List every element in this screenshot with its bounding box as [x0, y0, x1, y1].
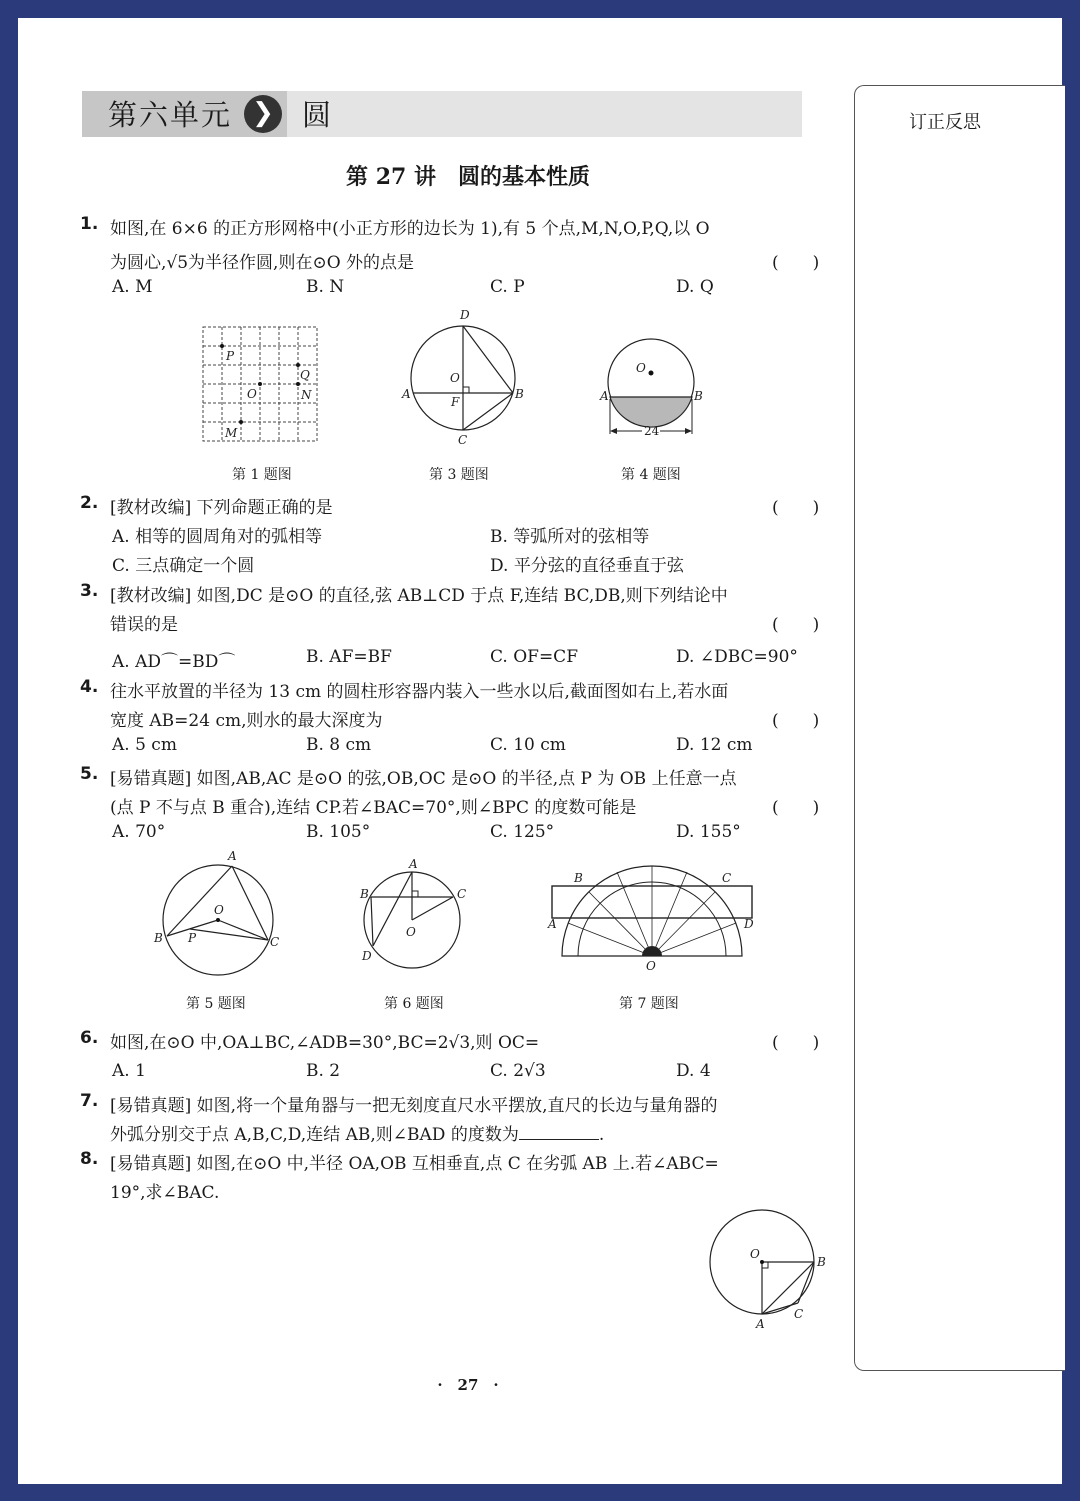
- label-a: A: [409, 857, 418, 871]
- option: C. 10 cm: [490, 735, 566, 755]
- option: D. Q: [676, 277, 714, 297]
- option: A. M: [112, 277, 153, 297]
- label-o: O: [450, 371, 460, 385]
- figure-3-circle: [398, 306, 528, 446]
- option: B. 2: [306, 1061, 341, 1081]
- question-text: 19°,求∠BAC.: [110, 1183, 220, 1203]
- question-text: [教材改编] 下列命题正确的是: [110, 498, 333, 518]
- answer-parentheses: ( ): [772, 253, 820, 273]
- question-text: [易错真题] 如图,在⊙O 中,半径 OA,OB 互相垂直,点 C 在劣弧 AB 上.若∠ABC=: [110, 1154, 719, 1174]
- figure-caption: 第 6 题图: [384, 996, 444, 1012]
- answer-blank[interactable]: [519, 1125, 599, 1140]
- label-a: A: [756, 1317, 765, 1331]
- label-c: C: [270, 935, 280, 949]
- point-p: [220, 344, 224, 348]
- label-o: O: [636, 361, 646, 375]
- option: C. OF=CF: [490, 647, 578, 667]
- point-n: [296, 382, 300, 386]
- label-a: A: [600, 389, 609, 403]
- label-c: C: [722, 871, 732, 885]
- figure-caption: 第 5 题图: [186, 996, 246, 1012]
- figure-caption: 第 7 题图: [619, 996, 679, 1012]
- question-number: 5.: [80, 764, 99, 784]
- point-q: [296, 363, 300, 367]
- label-c: C: [794, 1307, 804, 1321]
- question-number: 4.: [80, 677, 99, 697]
- label-b: B: [154, 931, 163, 945]
- label-b: B: [360, 887, 369, 901]
- label-a: A: [402, 387, 411, 401]
- option: A. 70°: [112, 822, 166, 842]
- figure-8-circle: [704, 1206, 834, 1331]
- question-text-part: 外弧分别交于点 A,B,C,D,连结 AB,则∠BAD 的度数为: [110, 1125, 519, 1145]
- option: D. 平分弦的直径垂直于弦: [490, 556, 684, 576]
- question-number: 8.: [80, 1149, 99, 1169]
- option: B. N: [306, 277, 345, 297]
- figure-4-water-circle: [596, 336, 726, 446]
- label-o: O: [646, 959, 656, 973]
- unit-title: 第六单元: [108, 98, 233, 132]
- label-a: A: [548, 917, 557, 931]
- option: A. 5 cm: [112, 735, 177, 755]
- label-width: 24: [644, 424, 660, 438]
- option: D. ∠DBC=90°: [676, 647, 798, 667]
- answer-parentheses: ( ): [772, 1033, 820, 1053]
- option: C. 125°: [490, 822, 555, 842]
- question-text: 往水平放置的半径为 13 cm 的圆柱形容器内装入一些水以后,截面图如右上,若水面: [110, 682, 729, 702]
- question-text: [110, 1120, 604, 1145]
- label-a: A: [228, 849, 237, 863]
- label-n: N: [301, 388, 312, 402]
- question-text-tail: .: [598, 1125, 605, 1145]
- question-text: 如图,在 6×6 的正方形网格中(小正方形的边长为 1),有 5 个点,M,N,O,P,Q,以 O: [110, 219, 710, 239]
- point-m: [239, 420, 243, 424]
- question-number: 1.: [80, 214, 99, 234]
- unit-topic: 圆: [302, 98, 332, 132]
- label-d: D: [460, 308, 470, 322]
- label-c: C: [457, 887, 467, 901]
- label-o: O: [406, 925, 416, 939]
- figure-1-grid: [200, 324, 324, 448]
- question-number: 3.: [80, 581, 99, 601]
- question-text: [易错真题] 如图,AB,AC 是⊙O 的弦,OB,OC 是⊙O 的半径,点 P 为 OB 上任意一点: [110, 769, 737, 789]
- option: B. 等弧所对的弦相等: [490, 527, 650, 547]
- label-p: P: [188, 931, 197, 945]
- chevron-right-icon: ❯: [244, 95, 282, 133]
- figure-caption: 第 1 题图: [232, 467, 292, 483]
- figure-5-circle: [150, 850, 285, 980]
- answer-parentheses: ( ): [772, 798, 820, 818]
- option: D. 4: [676, 1061, 711, 1081]
- option: A. 相等的圆周角对的弧相等: [112, 527, 323, 547]
- label-d: D: [744, 917, 754, 931]
- label-b: B: [694, 389, 703, 403]
- figure-caption: 第 4 题图: [621, 467, 681, 483]
- label-o: O: [247, 387, 257, 401]
- question-text: [易错真题] 如图,将一个量角器与一把无刻度直尺水平摆放,直尺的长边与量角器的: [110, 1096, 718, 1116]
- correction-panel-title: 订正反思: [909, 112, 981, 133]
- question-text: (点 P 不与点 B 重合),连结 CP.若∠BAC=70°,则∠BPC 的度数可能是: [110, 798, 637, 818]
- figure-6-circle: [356, 858, 476, 988]
- question-number: 7.: [80, 1091, 99, 1111]
- option: D. 155°: [676, 822, 741, 842]
- label-d: D: [362, 949, 372, 963]
- answer-parentheses: ( ): [772, 498, 820, 518]
- option: C. P: [490, 277, 525, 297]
- question-text: [教材改编] 如图,DC 是⊙O 的直径,弦 AB⊥CD 于点 F,连结 BC,DB,则下列结论中: [110, 586, 728, 606]
- option: B. 105°: [306, 822, 371, 842]
- correction-panel: [854, 85, 1065, 1371]
- page-number: · 27 ·: [437, 1376, 499, 1394]
- question-number: 6.: [80, 1028, 99, 1048]
- figure-7-protractor: [548, 864, 758, 974]
- question-text: 错误的是: [110, 615, 178, 635]
- answer-parentheses: ( ): [772, 711, 820, 731]
- option: B. AF=BF: [306, 647, 392, 667]
- option: D. 12 cm: [676, 735, 753, 755]
- figure-caption: 第 3 题图: [429, 467, 489, 483]
- label-p: P: [226, 349, 235, 363]
- label-f: F: [451, 395, 460, 409]
- option: A. 1: [112, 1061, 146, 1081]
- option: C. 2√3: [490, 1061, 546, 1081]
- label-m: M: [225, 426, 238, 440]
- label-b: B: [574, 871, 583, 885]
- point-o: [258, 382, 262, 386]
- option: C. 三点确定一个圆: [112, 556, 255, 576]
- label-b: B: [515, 387, 524, 401]
- label-o: O: [750, 1247, 760, 1261]
- question-text: 宽度 AB=24 cm,则水的最大深度为: [110, 711, 383, 731]
- page: [18, 18, 1062, 1484]
- label-q: Q: [300, 368, 310, 382]
- label-c: C: [458, 433, 468, 447]
- unit-header: [82, 91, 802, 137]
- question-text: 为圆心,√5为半径作圆,则在⊙O 外的点是: [110, 253, 415, 273]
- answer-parentheses: ( ): [772, 615, 820, 635]
- lecture-title: 第 27 讲 圆的基本性质: [346, 164, 590, 190]
- label-b: B: [817, 1255, 826, 1269]
- option: A. AD⌒=BD⌒: [112, 652, 236, 672]
- question-text: 如图,在⊙O 中,OA⊥BC,∠ADB=30°,BC=2√3,则 OC=: [110, 1033, 540, 1053]
- option: B. 8 cm: [306, 735, 372, 755]
- question-number: 2.: [80, 493, 99, 513]
- label-o: O: [214, 903, 224, 917]
